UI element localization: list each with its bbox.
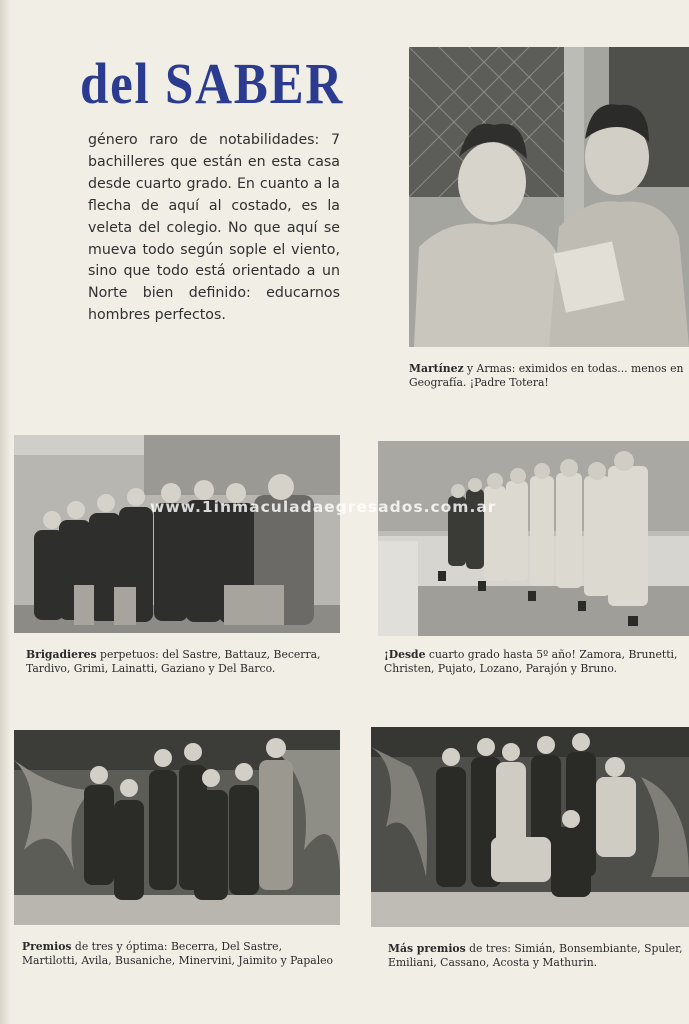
- photo-group-garden-2: [371, 727, 689, 927]
- photo-premios: [14, 730, 340, 925]
- intro-paragraph: género raro de notabilidades: 7 bachilleres que están en esta casa desde cuarto grado. En cuanto a la flecha de aquí al costado, es la veleta del colegio. No que aquí se mueva todo según sople el viento, sino que todo está orientado a un Norte bien definido: educarnos hombres perfectos.: [88, 132, 340, 324]
- caption-rest-4: de tres y óptima: Becerra, Del Sastre, Martilotti, Avila, Busaniche, Minervini, Jaimito y Papaleo: [22, 940, 334, 967]
- caption-rest-1: y Armas: eximidos en todas... menos en Geografía. ¡Padre Totera!: [409, 362, 684, 389]
- photo-two-boys: [409, 47, 689, 347]
- caption-photo-2: [26, 648, 336, 676]
- caption-rest-3: cuarto grado hasta 5º año! Zamora, Brunetti, Christen, Pujato, Lozano, Parajón y Bruno.: [384, 648, 678, 675]
- caption-rest-2: perpetuos: del Sastre, Battauz, Becerra, Tardivo, Grimi, Lainatti, Gaziano y Del Barco.: [26, 648, 321, 675]
- photo-group-seated-wall: [14, 435, 340, 633]
- caption-lead-5: Más premios: [388, 942, 466, 955]
- caption-photo-5: [388, 942, 684, 970]
- photo-martinez-armas: [409, 47, 689, 347]
- caption-photo-4: [22, 940, 338, 968]
- photo-desde-cuarto-grado: [378, 441, 689, 636]
- caption-photo-3: [384, 648, 684, 676]
- headline: del SABER: [80, 51, 345, 116]
- photo-group-garden-1: [14, 730, 340, 925]
- caption-photo-1: [409, 362, 689, 390]
- caption-lead-2: Brigadieres: [26, 648, 97, 661]
- caption-lead-3: ¡Desde: [384, 648, 426, 661]
- photo-group-on-wall: [378, 441, 689, 636]
- caption-rest-5: de tres: Simián, Bonsembiante, Spuler, Emiliani, Cassano, Acosta y Mathurin.: [388, 942, 683, 969]
- photo-brigadieres: [14, 435, 340, 633]
- caption-lead-1: Martínez: [409, 362, 464, 375]
- page-binding-edge: [0, 0, 10, 1024]
- photo-mas-premios: [371, 727, 689, 927]
- caption-lead-4: Premios: [22, 940, 72, 953]
- watermark-text: www.1inmaculadaegresados.com.ar: [150, 498, 497, 516]
